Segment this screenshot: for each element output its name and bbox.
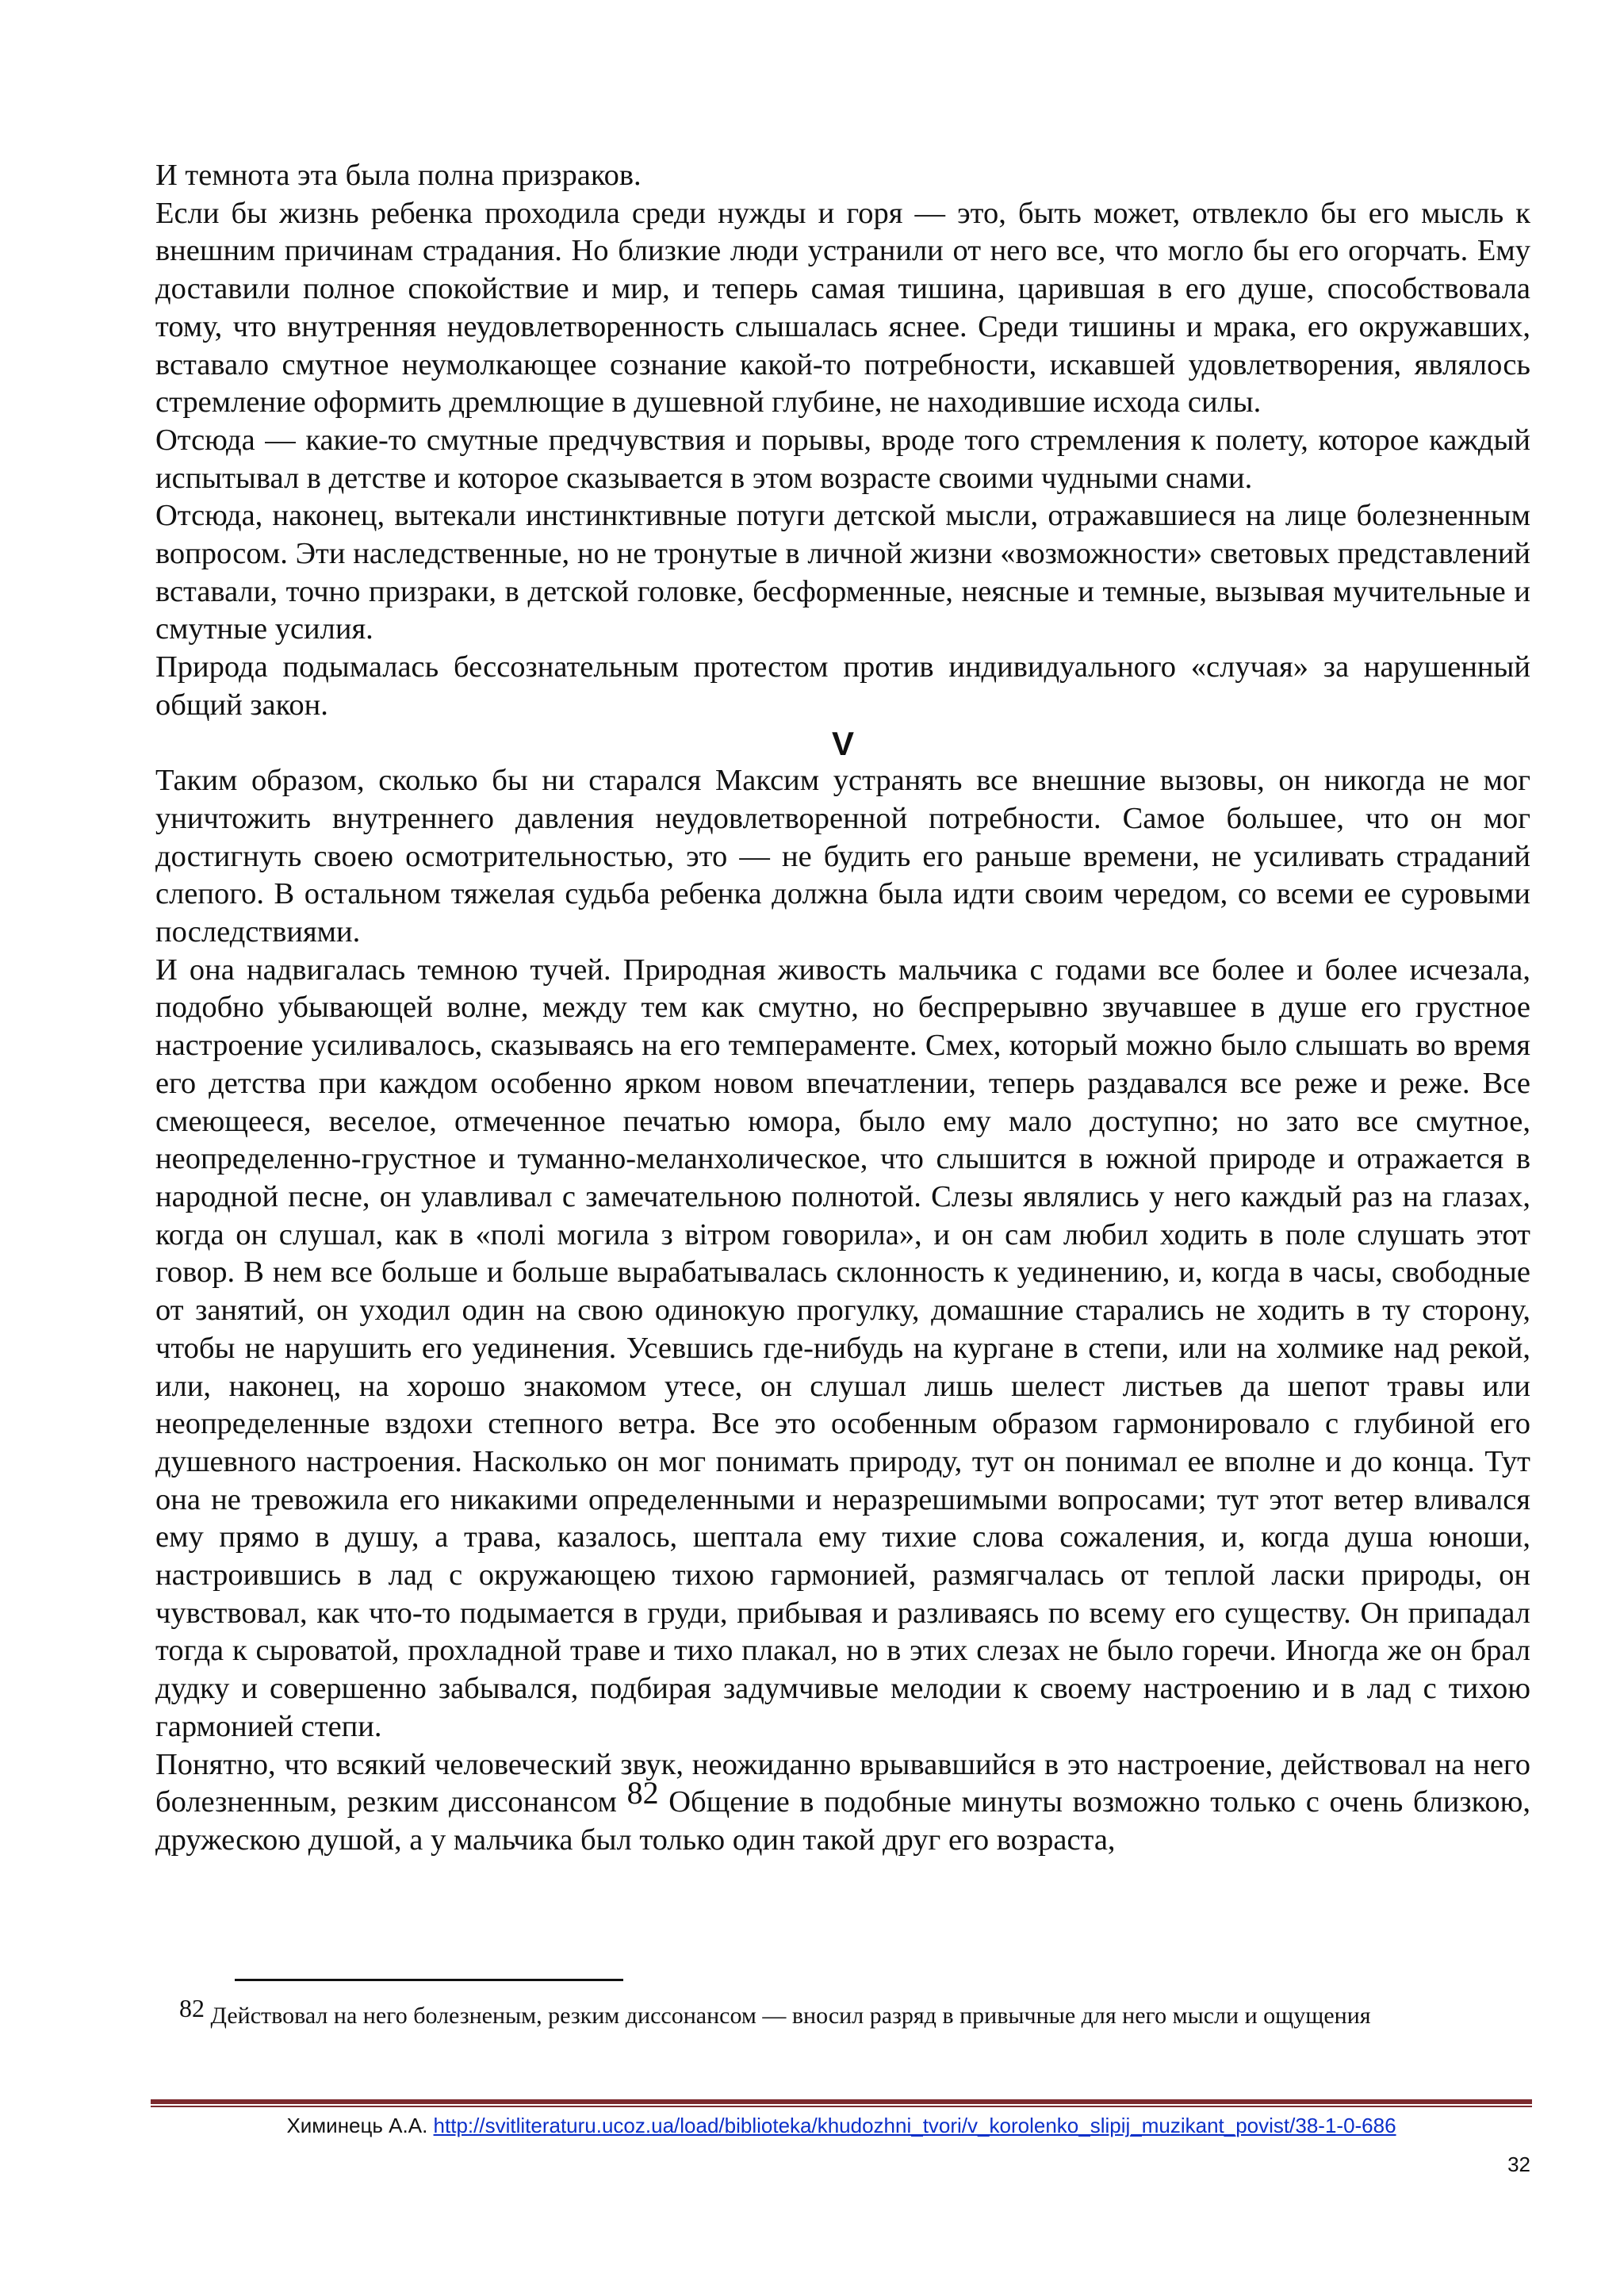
paragraph: Отсюда — какие-то смутные предчувствия и порывы, вроде того стремления к полету, которое каждый испытывал в детстве и которое сказывается в этом возрасте своими чудными снами. xyxy=(155,423,1530,495)
footnote-separator xyxy=(235,1979,623,1981)
paragraph xyxy=(155,1746,1530,1860)
body-text xyxy=(155,157,1530,1860)
paragraph: Если бы жизнь ребенка проходила среди нужды и горя — это, быть может, отвлекло бы его мысль к внешним причинам страдания. Но близкие люди устранили от него все, что могло бы его огорчать. Ему доставили полное спокойствие и мир, и теперь самая тишина, царившая в его душе, способствовала тому, что внутренняя неудовлетворенность слышалась яснее. Среди тишины и мрака, его окружавших, вставало смутное неумолкающее сознание какой-то потребности, искавшей удовлетворения, являлось стремление оформить дремлющие в душевной глубине, не находившие исхода силы. xyxy=(155,196,1530,420)
footnote-text: Действовал на него болезненым, резким диссонансом — вносил разряд в привычные для него мысли и ощущения xyxy=(205,2003,1371,2029)
paragraph: И темнота эта была полна призраков. xyxy=(155,159,642,192)
footer-author: Химинець А.А. xyxy=(286,2114,428,2137)
footer-source-link[interactable]: http://svitliteraturu.ucoz.ua/load/biblioteka/khudozhni_tvori/v_korolenko_slipij_muzikant_povist/38-1-0-686 xyxy=(433,2114,1396,2137)
paragraph: И она надвигалась темною тучей. Природная живость мальчика с годами все более и более исчезала, подобно убывающей волне, между тем как смутно, но беспрерывно звучавшее в душе его грустное настроение усиливалось, сказываясь на его темпераменте. Смех, который можно было слышать во время его детства при каждом особенно ярком новом впечатлении, теперь раздавался все реже и реже. Все смеющееся, веселое, отмеченное печатью юмора, было ему мало доступно; но зато все смутное, неопределенно-грустное и туманно-меланхолическое, что слышится в южной природе и отражается в народной песне, он улавливал с замечательною полнотой. Слезы являлись у него каждый раз на глазах, когда он слушал, как в «полі могила з вітром говорила», и он сам любил ходить в поле слушать этот говор. В нем все больше и больше вырабатывалась склонность к уединению, и, когда в часы, свободные от занятий, он уходил один на свою одинокую прогулку, домашние старались не ходить в ту сторону, чтобы не нарушить его уединения. Усевшись где-нибудь на кургане в степи, или на холмике над рекой, или, наконец, на хорошо знакомом утесе, он слушал лишь шелест листьев да шепот травы или неопределенные вздохи степного ветра. Все это особенным образом гармонировало с глубиной его душевного настроения. Насколько он мог понимать природу, тут он понимал ее вполне и до конца. Тут она не тревожила его никакими определенными и неразрешимыми вопросами; тут этот ветер вливался ему прямо в душу, а трава, казалось, шептала ему тихие слова сожаления, и, когда душа юноши, настроившись в лад с окружающею тихою гармонией, размягчалась от теплой ласки природы, он чувствовал, как что-то подымается в груди, прибывая и разливаясь по всему его существу. Он припадал тогда к сыроватой, прохладной траве и тихо плакал, но в этих слезах не было горечи. Иногда же он брал дудку и совершенно забывался, подбирая задумчивые мелодии к своему настроению и в лад с тихою гармонией степи. xyxy=(155,953,1530,1743)
footer-divider-thin xyxy=(151,2106,1532,2107)
paragraph: Природа подымалась бессознательным протестом против индивидуального «случая» за нарушенный общий закон. xyxy=(155,650,1530,722)
footnote-reference[interactable]: 82 xyxy=(626,1775,659,1811)
footer xyxy=(151,2112,1532,2139)
footnote-number: 82 xyxy=(179,1994,205,2022)
footnote xyxy=(155,1994,1530,2032)
section-heading: V xyxy=(831,724,854,762)
page-number: 32 xyxy=(1507,2152,1530,2176)
paragraph: Таким образом, сколько бы ни старался Максим устранять все внешние вызовы, он никогда не мог уничтожить внутреннего давления неудовлетворенной потребности. Самое большее, что он мог достигнуть своею осмотрительностью, это — не будить его раньше времени, не усиливать страданий слепого. В остальном тяжелая судьба ребенка должна была идти своим чередом, со всеми ее суровыми последствиями. xyxy=(155,764,1530,949)
paragraph-text: Понятно, что всякий человеческий звук, неожиданно врывавшийся в это настроение, действовал на него болезненным, резким диссонансом xyxy=(155,1747,1530,1819)
paragraph: Отсюда, наконец, вытекали инстинктивные потуги детской мысли, отражавшиеся на лице болезненным вопросом. Эти наследственные, но не тронутые в личной жизни «возможности» световых представлений вставали, точно призраки, в детской головке, бесформенные, неясные и темные, вызывая мучительные и смутные усилия. xyxy=(155,499,1530,646)
footer-divider xyxy=(151,2099,1532,2107)
paragraph-text: Общение в подобные минуты возможно только с очень близкою, дружескою душой, а у мальчика был только один такой друг его возраста, xyxy=(155,1785,1531,1857)
footer-divider-thick xyxy=(151,2099,1532,2104)
